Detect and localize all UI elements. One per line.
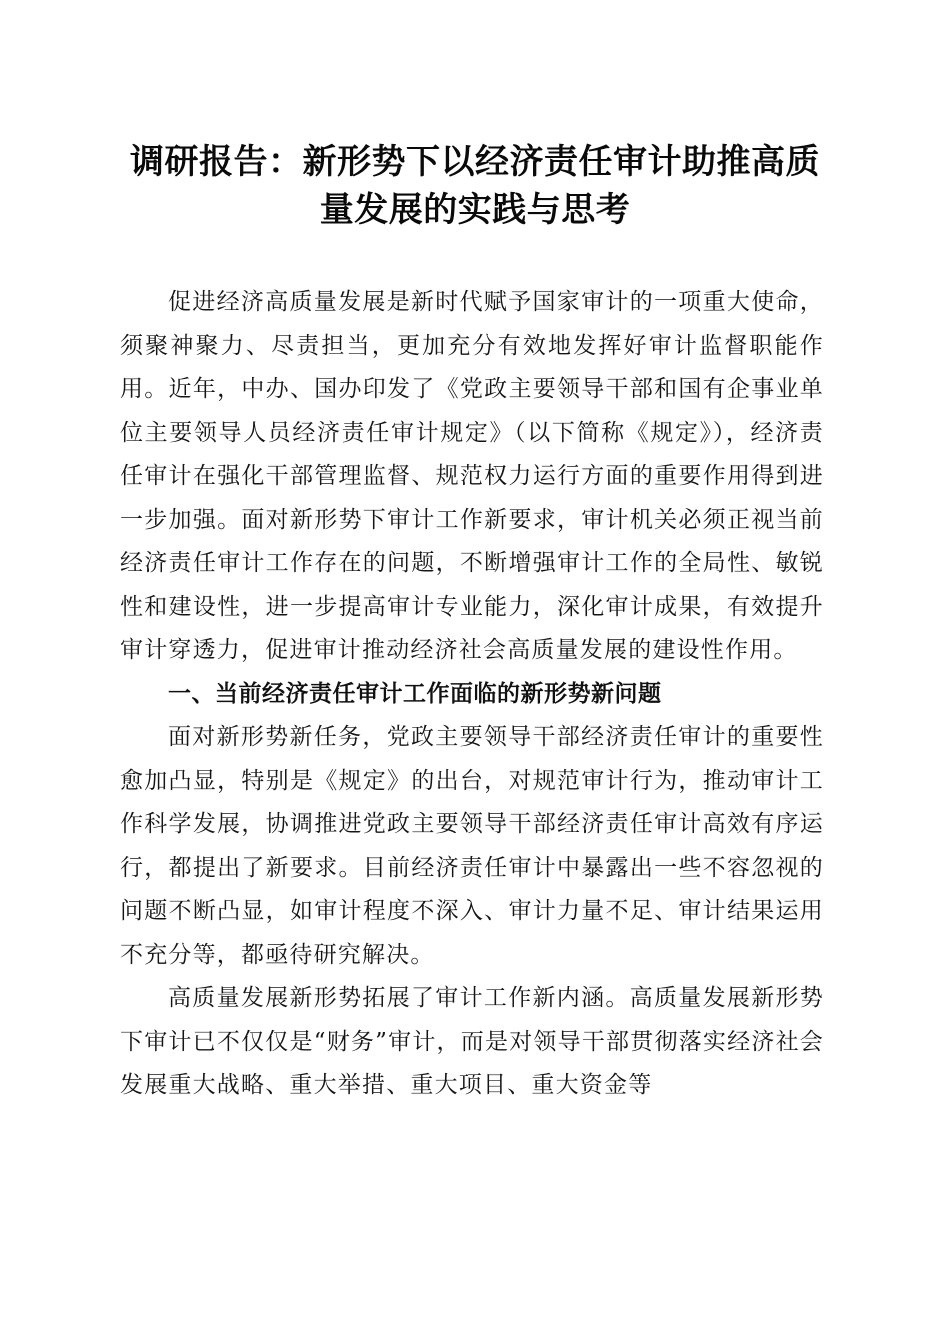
section-heading-1: 一、当前经济责任审计工作面临的新形势新问题: [168, 680, 662, 707]
document-title: [100, 138, 850, 234]
title-line-1: 调研报告：新形势下以经济责任审计助推高质: [130, 142, 820, 182]
section-1-paragraph-2: 高质量发展新形势拓展了审计工作新内涵。高质量发展新形势下审计已不仅仅是“财务”审计，而是对领导干部贯彻落实经济社会发展重大战略、重大举措、重大项目、重大资金等: [120, 985, 824, 1098]
intro-paragraph: 促进经济高质量发展是新时代赋予国家审计的一项重大使命，须聚神聚力、尽责担当，更加充分有效地发挥好审计监督职能作用。近年，中办、国办印发了《党政主要领导干部和国有企事业单位主要领导人员经济责任审计规定》（以下简称《规定》），经济责任审计在强化干部管理监督、规范权力运行方面的重要作用得到进一步加强。面对新形势下审计工作新要求，审计机关必须正视当前经济责任审计工作存在的问题，不断增强审计工作的全局性、敏锐性和建设性，进一步提高审计专业能力，深化审计成果，有效提升审计穿透力，促进审计推动经济社会高质量发展的建设性作用。: [120, 289, 824, 663]
document-body: [120, 281, 824, 1108]
section-1-paragraph-1: 面对新形势新任务，党政主要领导干部经济责任审计的重要性愈加凸显，特别是《规定》的出台，对规范审计行为，推动审计工作科学发展，协调推进党政主要领导干部经济责任审计高效有序运行，都提出了新要求。目前经济责任审计中暴露出一些不容忽视的问题不断凸显，如审计程度不深入、审计力量不足、审计结果运用不充分等，都亟待研究解决。: [120, 724, 824, 968]
title-line-2: 量发展的实践与思考: [319, 190, 631, 230]
